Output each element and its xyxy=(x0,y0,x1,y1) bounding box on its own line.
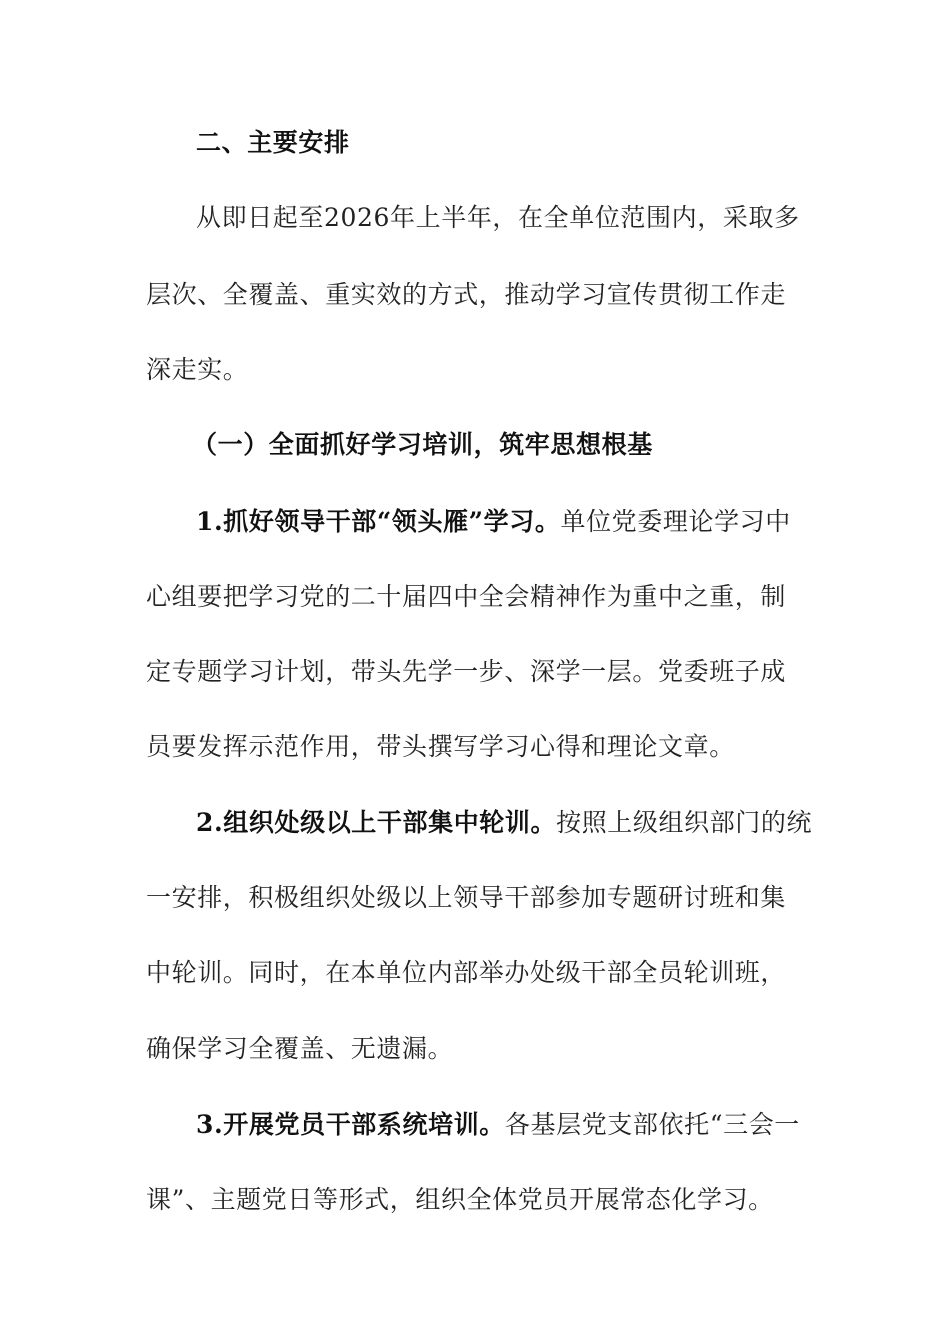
intro-line-2: 层次、全覆盖、重实效的方式，推动学习宣传贯彻工作走 xyxy=(146,280,787,309)
item1-line-1-rest: 单位党委理论学习中 xyxy=(560,507,791,536)
item3-title: 3.开展党员干部系统培训。 xyxy=(196,1110,505,1139)
item2-title: 2.组织处级以上干部集中轮训。 xyxy=(196,808,557,837)
item2-line-2: 一安排，积极组织处级以上领导干部参加专题研讨班和集 xyxy=(146,883,787,912)
item1-line-4: 员要发挥示范作用，带头撰写学习心得和理论文章。 xyxy=(146,732,735,761)
item1-title: 1.抓好领导干部“领头雁”学习。 xyxy=(196,507,561,536)
item2-line-4: 确保学习全覆盖、无遗漏。 xyxy=(146,1034,454,1063)
intro-line-1: 从即日起至2026年上半年，在全单位范围内，采取多 xyxy=(196,203,800,232)
item3-line-2: 课”、主题党日等形式，组织全体党员开展常态化学习。 xyxy=(146,1185,774,1214)
item3-line-1-rest: 各基层党支部依托“三会一 xyxy=(504,1110,800,1139)
subsection-heading: （一）全面抓好学习培训，筑牢思想根基 xyxy=(192,430,653,459)
item3-line-1 xyxy=(196,1110,876,1140)
item1-line-1 xyxy=(196,507,876,537)
item1-line-3: 定专题学习计划，带头先学一步、深学一层。党委班子成 xyxy=(146,657,787,686)
item1-line-2: 心组要把学习党的二十届四中全会精神作为重中之重，制 xyxy=(146,582,787,611)
item2-line-1-rest: 按照上级组织部门的统 xyxy=(556,808,813,837)
item2-line-1 xyxy=(196,808,876,838)
section-heading: 二、主要安排 xyxy=(196,128,350,157)
intro-line-3: 深走实。 xyxy=(146,355,249,384)
item2-line-3: 中轮训。同时，在本单位内部举办处级干部全员轮训班， xyxy=(146,958,787,987)
